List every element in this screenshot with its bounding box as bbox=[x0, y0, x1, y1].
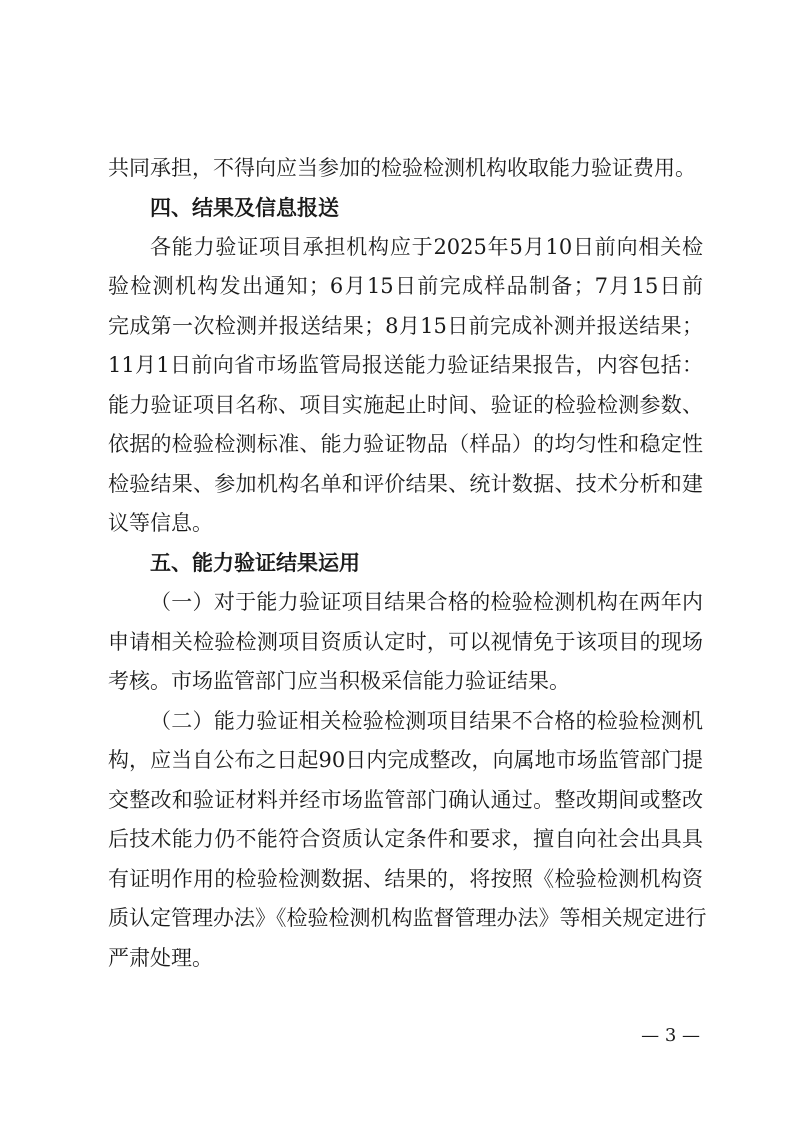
paragraph-line: （一）对于能力验证项目结果合格的检验检测机构在两年内 bbox=[150, 590, 703, 614]
paragraph-line: 11月1日前向省市场监管局报送能力验证结果报告，内容包括： bbox=[108, 353, 703, 377]
paragraph-line: （二）能力验证相关检验检测项目结果不合格的检验检测机 bbox=[150, 709, 703, 733]
paragraph-line: 共同承担，不得向应当参加的检验检测机构收取能力验证费用。 bbox=[108, 156, 696, 180]
paragraph-line: 完成第一次检测并报送结果；8月15日前完成补测并报送结果； bbox=[108, 314, 703, 338]
paragraph-line: 后技术能力仍不能符合资质认定条件和要求，擅自向社会出具具 bbox=[108, 827, 703, 851]
paragraph-line: 严肃处理。 bbox=[108, 946, 213, 970]
paragraph-line: 质认定管理办法》《检验检测机构监督管理办法》等相关规定进行 bbox=[108, 906, 707, 930]
paragraph-line: 构，应当自公布之日起90日内完成整改，向属地市场监管部门提 bbox=[108, 748, 703, 772]
paragraph-line: 各能力验证项目承担机构应于2025年5月10日前向相关检 bbox=[150, 235, 703, 259]
paragraph-line: 申请相关检验检测项目资质认定时，可以视情免于该项目的现场 bbox=[108, 630, 703, 654]
section-heading-4: 四、结果及信息报送 bbox=[150, 196, 339, 220]
paragraph-line: 验检测机构发出通知；6月15日前完成样品制备；7月15日前 bbox=[108, 274, 703, 298]
section-heading-5: 五、能力验证结果运用 bbox=[150, 551, 360, 575]
paragraph-line: 有证明作用的检验检测数据、结果的，将按照《检验检测机构资 bbox=[108, 867, 703, 891]
paragraph-line: 检验结果、参加机构名单和评价结果、统计数据、技术分析和建 bbox=[108, 472, 703, 496]
page-number: — 3 — bbox=[641, 1025, 700, 1046]
paragraph-line: 能力验证项目名称、项目实施起止时间、验证的检验检测参数、 bbox=[108, 393, 703, 417]
paragraph-line: 交整改和验证材料并经市场监管部门确认通过。整改期间或整改 bbox=[108, 788, 703, 812]
paragraph-line: 依据的检验检测标准、能力验证物品（样品）的均匀性和稳定性 bbox=[108, 432, 703, 456]
paragraph-line: 考核。市场监管部门应当积极采信能力验证结果。 bbox=[108, 669, 570, 693]
paragraph-line: 议等信息。 bbox=[108, 511, 213, 535]
